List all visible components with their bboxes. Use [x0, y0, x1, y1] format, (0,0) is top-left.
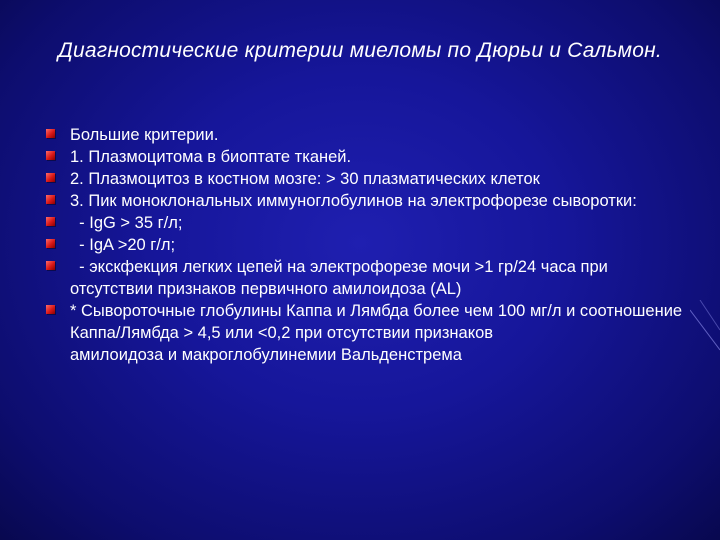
- list-item-text: 2. Плазмоцитоз в костном мозге: > 30 плазматических клеток: [70, 170, 540, 188]
- list-item: [44, 212, 684, 234]
- red-square-bullet-icon: [46, 217, 55, 226]
- list-item-continuation: амилоидоза и макроглобулинемии Вальденстрема: [70, 346, 462, 364]
- slide-title: Диагностические критерии миеломы по Дюрьи и Сальмон.: [58, 39, 662, 62]
- list-item-text: * Сывороточные глобулины Каппа и Лямбда более чем 100 мг/л и соотношение Каппа/Лямбда > 4,5 или <0,2 при отсутствии признаков: [70, 302, 683, 342]
- red-square-bullet-icon: [46, 239, 55, 248]
- list-item-text: 3. Пик моноклональных иммуноглобулинов на электрофорезе сыворотки:: [70, 192, 637, 210]
- red-square-bullet-icon: [46, 151, 55, 160]
- list-item: [44, 300, 684, 344]
- list-item-text: Большие критерии.: [70, 126, 219, 144]
- list-item: [44, 168, 684, 190]
- red-square-bullet-icon: [46, 305, 55, 314]
- list-item: [44, 146, 684, 168]
- red-square-bullet-icon: [46, 261, 55, 270]
- list-item-text: - IgG > 35 г/л;: [70, 214, 183, 232]
- list-item: [44, 234, 684, 256]
- list-item: [44, 124, 684, 146]
- decorative-line-icon: [690, 300, 720, 360]
- list-item: [44, 256, 684, 300]
- list-item-text: - IgA >20 г/л;: [70, 236, 176, 254]
- red-square-bullet-icon: [46, 129, 55, 138]
- list-item: [44, 190, 684, 212]
- red-square-bullet-icon: [46, 173, 55, 182]
- bullet-list: [44, 124, 684, 366]
- list-item-text: 1. Плазмоцитома в биоптате тканей.: [70, 148, 352, 166]
- red-square-bullet-icon: [46, 195, 55, 204]
- list-item-text: - экскфекция легких цепей на электрофорезе мочи >1 гр/24 часа при отсутствии признаков первичного амилоидоза (AL): [70, 258, 613, 298]
